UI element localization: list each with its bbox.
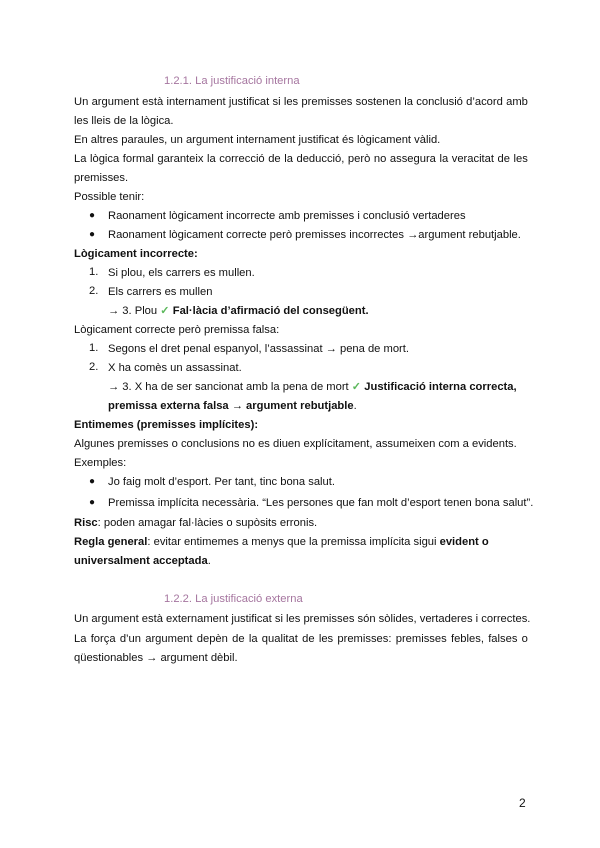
paragraph-line: qüestionables → argument dèbil. — [74, 652, 238, 664]
bullet-item: Premissa implícita necessària. “Les persones que fan molt d’esport tenen bona salut”. — [108, 497, 534, 509]
conclusion-bold: premissa externa falsa → argument rebutjable — [108, 400, 354, 412]
word: assegura — [389, 153, 436, 165]
conclusion-prefix: → 3. Plou — [108, 305, 158, 317]
word: garanteix — [157, 153, 204, 165]
page-number: 2 — [519, 796, 526, 810]
numbered-item: Si plou, els carrers es mullen. — [108, 267, 255, 279]
word: correcció — [219, 153, 265, 165]
word: lògica — [90, 153, 120, 165]
word: la — [439, 153, 449, 165]
word: si — [272, 96, 281, 108]
paragraph-line — [74, 152, 528, 166]
rule-line-cont — [74, 554, 211, 568]
word: la — [404, 96, 414, 108]
rule-line — [74, 535, 489, 549]
word: d’acord — [466, 96, 503, 108]
word: de — [268, 153, 281, 165]
word: falses — [488, 633, 518, 645]
word: o — [521, 633, 528, 645]
word: d’un — [119, 633, 141, 645]
word: no — [373, 153, 387, 165]
word: argument — [91, 96, 139, 108]
word: veracitat — [451, 153, 494, 165]
word: justificat — [228, 96, 270, 108]
numbered-item: Els carrers es mullen — [108, 286, 213, 298]
subheading: Entimemes (premisses implícites): — [74, 419, 259, 431]
conclusion-prefix: → 3. X ha de ser sancionat amb la pena de mort — [108, 381, 349, 393]
risk-label: Risc — [74, 517, 98, 529]
conclusion-bold: Justificació interna correcta, — [364, 381, 517, 393]
word: premisses: — [337, 633, 392, 645]
word: està — [142, 96, 164, 108]
word: Un — [74, 96, 89, 108]
word: de — [302, 633, 315, 645]
word: de — [497, 153, 510, 165]
bullet-item: Raonament lògicament incorrecte amb premisses i conclusió vertaderes — [108, 210, 466, 222]
word: la — [284, 153, 293, 165]
bullet-dot: ● — [89, 229, 96, 240]
checkmark-icon: ✓ — [351, 381, 362, 393]
word: qualitat — [261, 633, 298, 645]
paragraph-line: Possible tenir: — [74, 191, 145, 203]
paragraph-line: En altres paraules, un argument internament justificat és lògicament vàlid. — [74, 134, 441, 146]
bullet-dot: ● — [89, 497, 96, 508]
section-heading-internal: 1.2.1. La justificació interna — [164, 75, 300, 87]
paragraph-line — [74, 632, 528, 646]
word: internament — [166, 96, 226, 108]
paragraph-line: Exemples: — [74, 457, 127, 469]
word: conclusió — [416, 96, 463, 108]
word: febles, — [450, 633, 484, 645]
paragraph-line: Un argument està externament justificat si les premisses són sòlides, vertaderes i correctes. — [74, 613, 531, 625]
word: amb — [506, 96, 528, 108]
numbered-item: Segons el dret penal espanyol, l’assassinat → pena de mort. — [108, 343, 409, 355]
word: La — [74, 153, 87, 165]
word: però — [347, 153, 371, 165]
word: les — [513, 153, 528, 165]
conclusion-bold: Fal·làcia d’afirmació del consegüent. — [172, 305, 369, 317]
word: deducció, — [296, 153, 345, 165]
list-number: 2. — [89, 285, 99, 297]
word: les — [283, 96, 299, 108]
word: força — [90, 633, 116, 645]
bullet-item: Raonament lògicament correcte però premisses incorrectes →argument rebutjable. — [108, 229, 521, 241]
paragraph-line — [74, 95, 528, 109]
rule-bold: universalment acceptada — [74, 555, 208, 567]
word: premisses — [395, 633, 447, 645]
conclusion-line — [108, 304, 369, 318]
list-number: 1. — [89, 342, 99, 354]
rule-label: Regla general — [74, 536, 148, 548]
paragraph-line: Algunes premisses o conclusions no es diuen explícitament, assumeixen com a evidents. — [74, 438, 517, 450]
risk-text: : poden amagar fal·làcies o supòsits erronis. — [97, 517, 318, 529]
period: . — [207, 555, 211, 567]
rule-text: : evitar entimemes a menys que la premissa implícita sigui — [147, 536, 437, 548]
word: sostenen — [355, 96, 402, 108]
bullet-dot: ● — [89, 210, 96, 221]
period: . — [353, 400, 357, 412]
word: formal — [122, 153, 154, 165]
list-number: 1. — [89, 266, 99, 278]
word: la — [207, 153, 216, 165]
paragraph-line: les lleis de la lògica. — [74, 115, 174, 127]
conclusion-line-cont — [108, 399, 357, 413]
word: les — [318, 633, 334, 645]
bullet-item: Jo faig molt d’esport. Per tant, tinc bona salut. — [108, 476, 335, 488]
word: depèn — [196, 633, 228, 645]
word: La — [74, 633, 87, 645]
list-number: 2. — [89, 361, 99, 373]
word: premisses — [301, 96, 353, 108]
paragraph-line: premisses. — [74, 172, 129, 184]
word: argument — [145, 633, 193, 645]
rule-bold: evident o — [439, 536, 489, 548]
numbered-item: X ha comès un assassinat. — [108, 362, 242, 374]
checkmark-icon: ✓ — [160, 305, 170, 317]
section-heading-external: 1.2.2. La justificació externa — [164, 593, 303, 605]
word: de — [232, 633, 245, 645]
subheading: Lògicament incorrecte: — [74, 248, 198, 260]
subheading: Lògicament correcte però premissa falsa: — [74, 324, 280, 336]
conclusion-line — [108, 380, 517, 394]
word: la — [248, 633, 258, 645]
risk-line — [74, 516, 317, 530]
bullet-dot: ● — [89, 476, 96, 487]
